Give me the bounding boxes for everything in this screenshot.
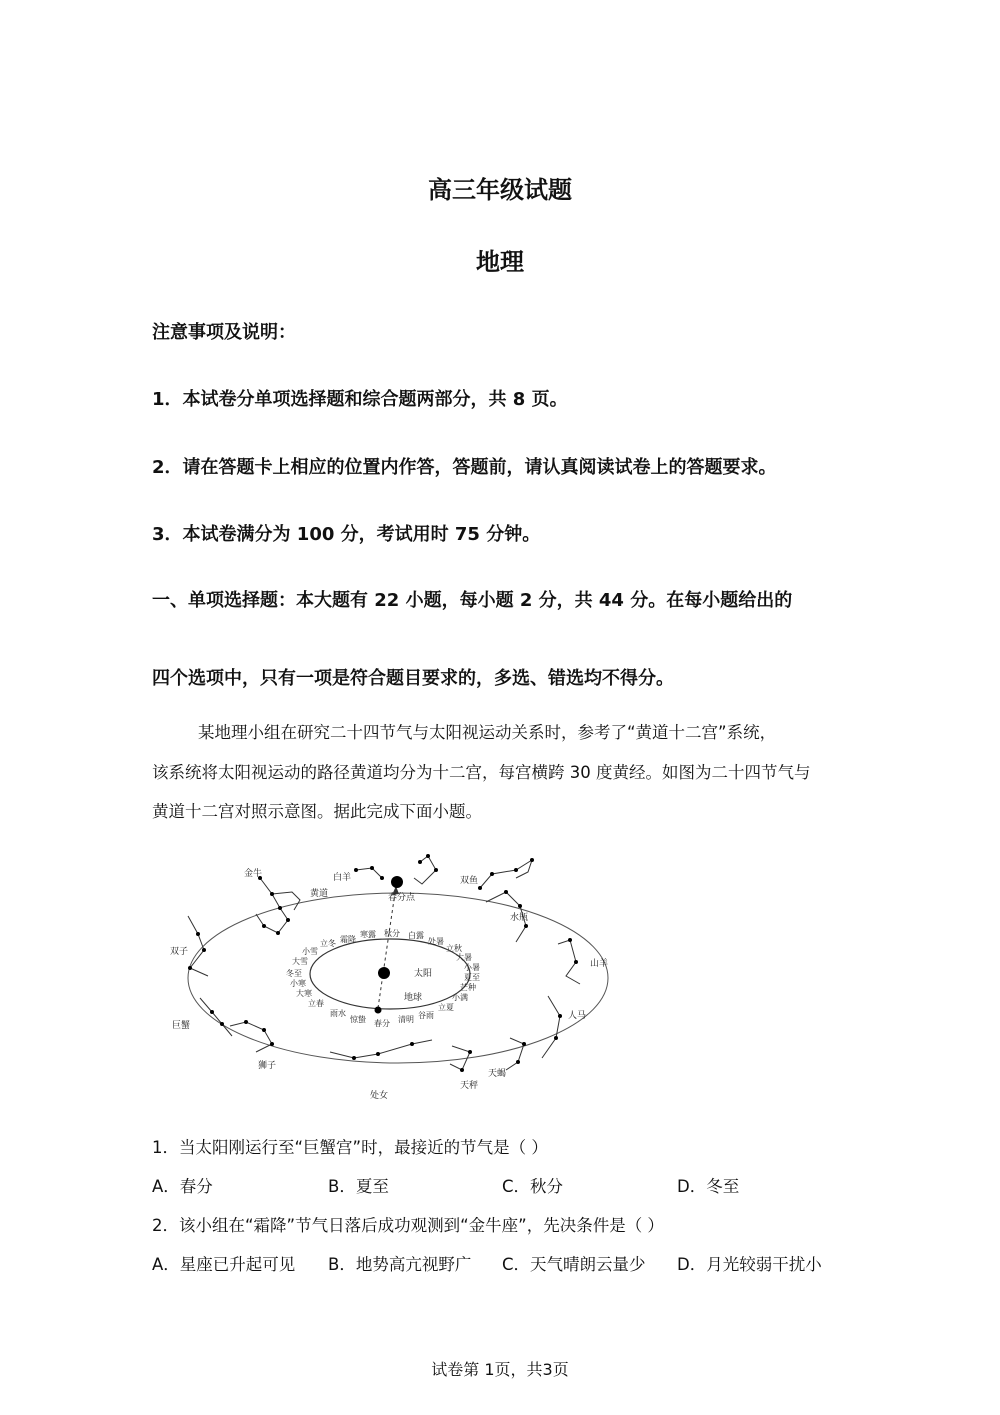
constellation-label: 山羊 [590,959,609,969]
solar-term-label: 冬至 [286,969,302,978]
solar-term-label: 小雪 [302,947,318,956]
question-1-stem: 1．当太阳刚运行至“巨蟹宫”时，最接近的节气是（ ） [152,1138,548,1157]
sun-marker [378,967,390,979]
solar-term-label: 春分 [374,1019,390,1028]
solar-term-label: 谷雨 [418,1011,434,1020]
note-item-1: 1．本试卷分单项选择题和综合题两部分，共 8 页。 [152,389,568,410]
constellation-label: 狮子 [258,1061,277,1071]
section-heading-line1: 一、单项选择题：本大题有 22 小题，每小题 2 分，共 44 分。在每小题给出的 [152,590,793,611]
constellation-label: 水瓶 [510,913,529,923]
q2-option-b[interactable]: B．地势高亢视野广 [328,1255,472,1274]
question-2-stem: 2．该小组在“霜降”节气日落后成功观测到“金牛座”，先决条件是（ ） [152,1216,664,1235]
constellation-label: 巨蟹 [172,1021,191,1031]
q2-option-c[interactable]: C．天气晴朗云量少 [502,1255,646,1274]
solar-term-label: 雨水 [330,1009,346,1018]
exam-title: 高三年级试题 [428,176,572,204]
q1-option-b[interactable]: B．夏至 [328,1177,389,1196]
q2-option-a[interactable]: A．星座已升起可见 [152,1255,296,1274]
q1-option-a[interactable]: A．春分 [152,1177,213,1196]
zodiac-solar-terms-diagram [160,848,630,1108]
solar-term-label: 大寒 [296,989,312,998]
constellation-label: 人马 [568,1011,587,1021]
q1-option-d[interactable]: D．冬至 [677,1177,740,1196]
solar-term-label: 小暑 [464,963,480,972]
constellation-label: 处女 [370,1091,389,1101]
solar-term-label: 立夏 [438,1003,454,1012]
sun-label: 太阳 [414,969,433,979]
subject-title: 地理 [476,248,524,276]
solar-term-label: 立冬 [320,939,336,948]
solar-term-label: 大雪 [292,957,308,966]
q1-option-c[interactable]: C．秋分 [502,1177,564,1196]
vernal-dashed-line [378,886,396,1008]
constellation-label: 天蝎 [488,1069,507,1079]
constellation-label: 双子 [170,947,189,957]
intro-line-1: 某地理小组在研究二十四节气与太阳视运动关系时，参考了“黄道十二宫”系统， [198,723,777,742]
earth-marker [375,1007,382,1014]
section-heading-line2: 四个选项中，只有一项是符合题目要求的，多选、错选均不得分。 [152,668,674,689]
constellation-label: 金牛 [244,869,263,879]
notes-heading: 注意事项及说明： [152,322,296,343]
vernal-point-label: 春分点 [388,893,416,903]
solar-term-label: 霜降 [340,935,356,944]
solar-term-label: 寒露 [360,930,376,939]
ecliptic-label: 黄道 [310,889,329,899]
intro-line-3: 黄道十二宫对照示意图。据此完成下面小题。 [152,802,482,821]
solar-term-label: 秋分 [384,929,400,938]
intro-line-2: 该系统将太阳视运动的路径黄道均分为十二宫，每宫横跨 30 度黄经。如图为二十四节气与 [152,763,811,782]
constellation-label: 天秤 [460,1081,479,1091]
earth-label: 地球 [404,993,423,1003]
solar-term-label: 小寒 [290,979,306,988]
solar-term-label: 夏至 [464,973,480,982]
q2-option-d[interactable]: D．月光较弱干扰小 [677,1255,822,1274]
constellation-label: 双鱼 [460,876,479,886]
solar-term-label: 清明 [398,1015,414,1024]
constellation-label: 白羊 [333,873,352,883]
vernal-point-marker [391,876,403,888]
note-item-2: 2．请在答题卡上相应的位置内作答，答题前，请认真阅读试卷上的答题要求。 [152,457,777,478]
solar-term-label: 大暑 [456,953,472,962]
solar-term-label: 惊蛰 [350,1015,366,1024]
solar-term-label: 芒种 [460,983,476,992]
solar-term-label: 小满 [452,993,468,1002]
note-item-3: 3．本试卷满分为 100 分，考试用时 75 分钟。 [152,524,541,545]
solar-term-label: 立秋 [446,944,462,953]
solar-term-label: 白露 [408,931,424,940]
solar-term-label: 立春 [308,999,324,1008]
solar-term-label: 处暑 [428,937,444,946]
page-footer: 试卷第 1页，共3页 [431,1360,569,1379]
ecliptic-ellipse [188,893,608,1063]
